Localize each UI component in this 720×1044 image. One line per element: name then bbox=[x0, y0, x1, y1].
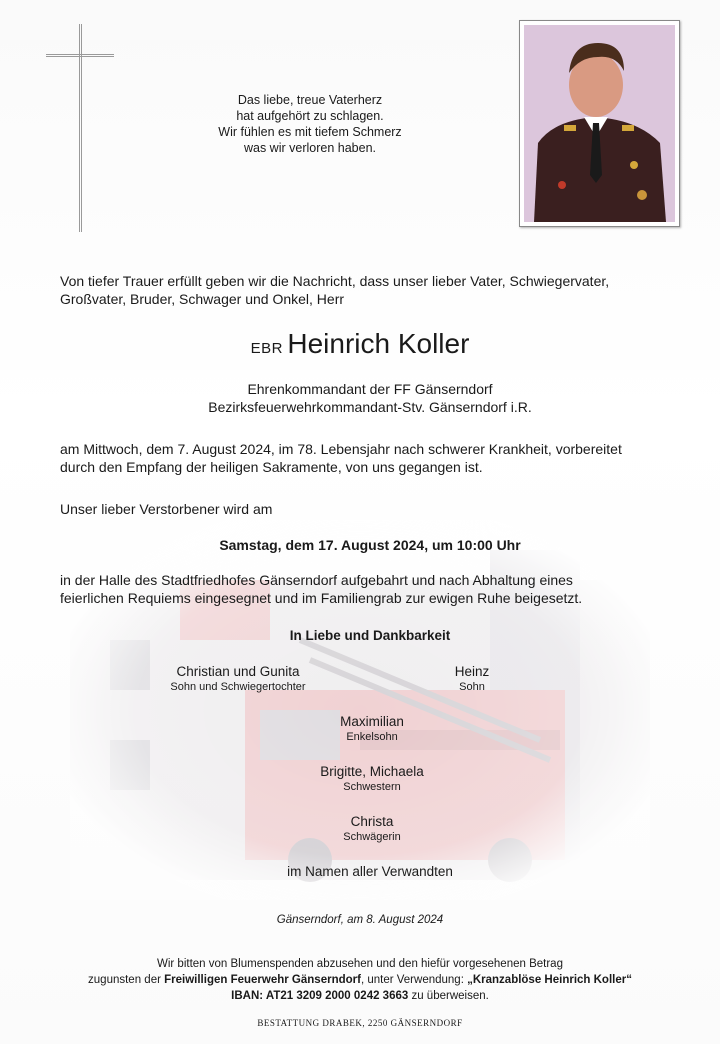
intro-line: Von tiefer Trauer erfüllt geben wir die Nachricht, dass unser lieber Vater, Schwiegervater, bbox=[60, 273, 610, 289]
closing-phrase: In Liebe und Dankbarkeit bbox=[289, 628, 451, 643]
deceased-titles bbox=[60, 380, 680, 416]
place-date: Gänserndorf, am 8. August 2024 bbox=[276, 914, 444, 926]
poem bbox=[180, 92, 440, 156]
funeral-line: in der Halle des Stadtfriedhofes Gänserndorf aufgebahrt und nach Abhaltung eines bbox=[60, 572, 573, 588]
notice-line bbox=[40, 988, 680, 1004]
notice-line: Wir bitten von Blumenspenden abzusehen und den hiefür vorgesehenen Betrag bbox=[157, 958, 563, 970]
family-name: Christa bbox=[350, 814, 394, 829]
portrait-photo bbox=[524, 25, 675, 222]
deceased-name: Heinrich Koller bbox=[287, 328, 470, 359]
family-relation: Sohn und Schwiegertochter bbox=[170, 681, 306, 693]
notice-line bbox=[40, 972, 680, 988]
poem-line: Das liebe, treue Vaterherz bbox=[237, 93, 383, 107]
intro-text bbox=[60, 272, 680, 308]
family-member bbox=[272, 814, 472, 844]
family-member bbox=[272, 764, 472, 794]
relatives-line: im Namen aller Verwandten bbox=[287, 864, 453, 879]
notice-text: zu überweisen. bbox=[408, 990, 489, 1002]
deceased-title: Bezirksfeuerwehrkommandant-Stv. Gänserndorf i.R. bbox=[208, 399, 532, 415]
notice-text: , unter Verwendung: bbox=[360, 974, 468, 986]
poem-line: hat aufgehört zu schlagen. bbox=[236, 109, 384, 123]
funeral-date: Samstag, dem 17. August 2024, um 10:00 Uhr bbox=[219, 537, 521, 553]
death-text bbox=[60, 440, 680, 476]
funeral-line: feierlichen Requiems eingesegnet und im Familiengrab zur ewigen Ruhe beigesetzt. bbox=[60, 590, 583, 606]
family-name: Heinz bbox=[454, 664, 490, 679]
funeral-home-footer: BESTATTUNG DRABEK, 2250 GÄNSERNDORF bbox=[257, 1018, 463, 1028]
death-line: am Mittwoch, dem 7. August 2024, im 78. Lebensjahr nach schwerer Krankheit, vorbereitet bbox=[60, 441, 622, 457]
funeral-text bbox=[60, 571, 680, 607]
portrait-illustration bbox=[524, 25, 675, 222]
poem-line: was wir verloren haben. bbox=[243, 141, 376, 155]
cross-horizontal-bar bbox=[46, 54, 114, 57]
family-member bbox=[128, 664, 348, 694]
beneficiary-name: Freiwilligen Feuerwehr Gänserndorf bbox=[164, 974, 361, 986]
intro-line: Großvater, Bruder, Schwager und Onkel, Herr bbox=[60, 291, 345, 307]
notice-text: zugunsten der bbox=[88, 974, 165, 986]
funeral-lead: Unser lieber Verstorbener wird am bbox=[60, 501, 273, 517]
family-member bbox=[272, 714, 472, 744]
family-member bbox=[420, 664, 524, 694]
deceased-name-line bbox=[0, 328, 720, 360]
family-relation: Schwägerin bbox=[343, 831, 401, 843]
deceased-title: Ehrenkommandant der FF Gänserndorf bbox=[247, 381, 493, 397]
death-line: durch den Empfang der heiligen Sakramente, von uns gegangen ist. bbox=[60, 459, 483, 475]
donation-notice bbox=[40, 956, 680, 1004]
iban: IBAN: AT21 3209 2000 0242 3663 bbox=[231, 990, 409, 1002]
poem-line: Wir fühlen es mit tiefem Schmerz bbox=[218, 125, 402, 139]
portrait-frame bbox=[519, 20, 680, 227]
family-relation: Enkelsohn bbox=[346, 731, 398, 743]
donation-reference: „Kranzablöse Heinrich Koller“ bbox=[467, 974, 632, 986]
family-name: Christian und Gunita bbox=[176, 664, 300, 679]
honorific-prefix: EBR bbox=[250, 340, 283, 357]
family-relation: Schwestern bbox=[343, 781, 401, 793]
family-name: Brigitte, Michaela bbox=[320, 764, 424, 779]
family-name: Maximilian bbox=[340, 714, 404, 729]
family-relation: Sohn bbox=[459, 681, 485, 693]
